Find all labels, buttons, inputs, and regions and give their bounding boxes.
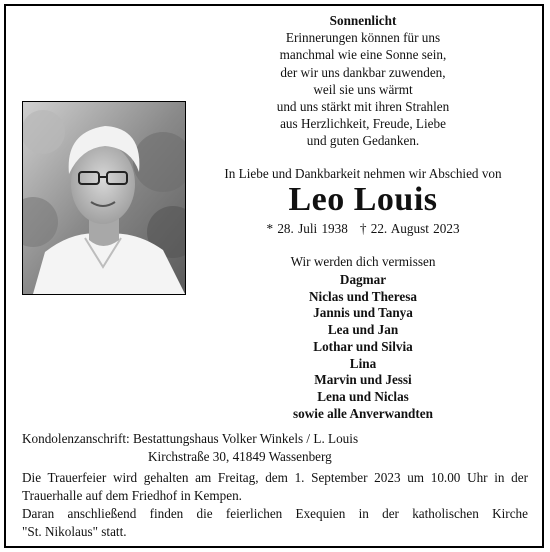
service-line: Die Trauerfeier wird gehalten am Freitag, dem 1. September 2023 um 10.00 Uhr in der	[22, 470, 528, 485]
mourner: sowie alle Anverwandten	[293, 405, 433, 421]
condolence-street: Kirchstraße 30, 41849 Wassenberg	[148, 449, 332, 464]
mourner: Dagmar	[339, 272, 387, 287]
poem-line: und guten Gedanken.	[306, 133, 420, 149]
poem-line: aus Herzlichkeit, Freude, Liebe	[280, 116, 446, 132]
poem-line: und uns stärkt mit ihren Strahlen	[276, 99, 450, 115]
miss-text: Wir werden dich vermissen	[290, 254, 436, 269]
condolence-address	[22, 430, 358, 466]
mourner: Lothar und Silvia	[313, 338, 413, 354]
mourner: Marvin und Jessi	[314, 372, 412, 388]
portrait-photo	[22, 101, 186, 295]
poem-line: manchmal wie eine Sonne sein,	[279, 47, 447, 63]
condolence-line: Kondolenzanschrift: Bestattungshaus Volker Winkels / L. Louis	[22, 431, 359, 446]
death-date: † 22. August 2023	[359, 221, 460, 236]
birth-date: * 28. Juli 1938	[266, 221, 348, 236]
deceased-name: Leo Louis	[288, 181, 438, 218]
poem-line: Erinnerungen können für uns	[285, 30, 441, 46]
mourners-list	[198, 272, 528, 422]
service-info	[22, 469, 528, 541]
farewell-intro: In Liebe und Dankbarkeit nehmen wir Abschied von	[224, 166, 502, 181]
mourner: Niclas und Theresa	[309, 288, 417, 304]
mourner: Lena und Niclas	[317, 388, 409, 404]
poem-title: Sonnenlicht	[329, 13, 397, 28]
mourner: Lea und Jan	[327, 322, 399, 338]
service-line: Trauerhalle auf dem Friedhof in Kempen.	[22, 488, 242, 503]
poem	[198, 12, 528, 150]
poem-line: weil sie uns wärmt	[313, 81, 413, 97]
mourner: Lina	[349, 355, 377, 371]
life-dates	[198, 221, 528, 237]
mourner: Jannis und Tanya	[313, 305, 413, 321]
poem-line: der wir uns dankbar zuwenden,	[280, 64, 446, 80]
service-line: Daran anschließend finden die feierlichen Exequien in der katholischen Kirche	[22, 506, 528, 521]
service-line: "St. Nikolaus" statt.	[22, 524, 127, 539]
